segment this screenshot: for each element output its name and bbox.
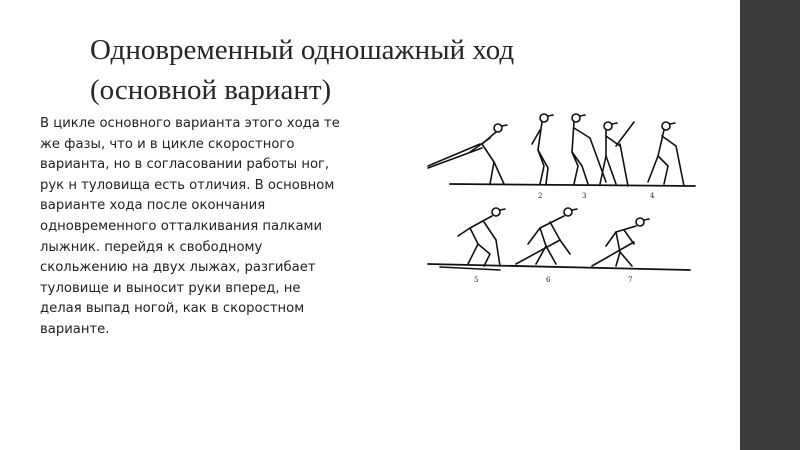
slide-body-text [40,114,408,341]
skier-phases-drawing [420,104,710,300]
body-line: делая выпад ногой, как в скоростном [40,301,305,317]
skier-figure [470,124,507,184]
ski-line [450,184,695,186]
pole-line [428,148,482,168]
skier-figure [648,122,684,186]
body-line: скольжению на двух лыжах, разгибает [40,260,316,276]
skier-figure [572,114,606,184]
slide-title [90,30,650,110]
skier-phases-illustration [420,104,710,300]
figure-number: 3 [582,192,587,200]
body-line: же фазы, что и в цикле скоростного [40,136,295,152]
skier-figure [592,218,649,266]
body-line: В цикле основного варианта этого хода те [40,116,340,131]
pole-line [428,144,480,166]
body-line: варианте. [40,321,110,337]
body-line: варианте хода после окончания [40,198,266,214]
title-line-1: Одновременный одношажный ход [90,34,515,66]
skier-figure [532,114,553,184]
figure-number: 7 [628,276,633,284]
figure-number: 6 [546,276,551,284]
figure-number: 5 [474,276,479,284]
skier-figure [458,208,505,266]
skier-figure [600,122,634,186]
figure-number: 4 [650,192,655,200]
body-line: одновременного отталкивания палками [40,218,323,234]
skier-figure [516,208,577,264]
body-line: лыжник. перейдя к свободному [40,239,263,255]
ski-line [440,267,500,270]
title-line-2: (основной вариант) [90,74,332,106]
body-line: варианта, но в согласовании работы ног, [40,157,330,173]
slide-side-bar [740,0,800,450]
body-line: рук н туловища есть отличия. В основном [40,177,335,193]
figure-number: 2 [538,192,543,200]
body-line: туловище и выносит руки вперед, не [40,280,301,296]
